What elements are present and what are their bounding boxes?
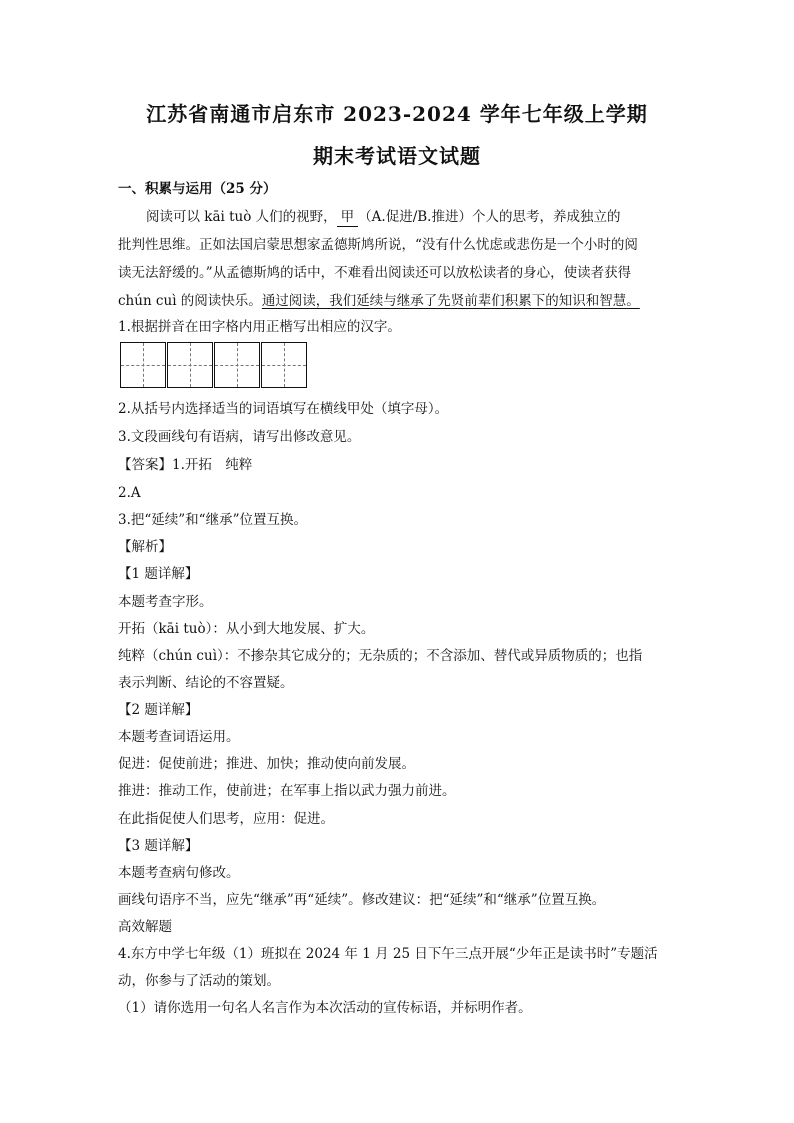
question-2: 2.从括号内选择适当的词语填写在横线甲处（填字母）。 bbox=[118, 401, 449, 417]
detail-1-heading: 【1 题详解】 bbox=[118, 566, 199, 582]
paragraph-line: 批判性思维。正如法国启蒙思想家孟德斯鸠所说，“没有什么忧虑或悲伤是一个小时的阅 bbox=[118, 237, 638, 253]
detail-line: 本题考查病句修改。 bbox=[118, 865, 240, 881]
page-subtitle: 期末考试语文试题 bbox=[313, 144, 481, 168]
answer-1: 【答案】1.开拓 纯粹 bbox=[118, 457, 253, 473]
question-4-sub-1: （1）请你选用一句名人名言作为本次活动的宣传标语，并标明作者。 bbox=[118, 1000, 532, 1016]
detail-line: 开拓（kāi tuò）：从小到大地发展、扩大。 bbox=[118, 621, 375, 637]
detail-line: 纯粹（chún cuì）：不掺杂其它成分的；无杂质的；不含添加、替代或异质物质的；也指 bbox=[118, 648, 643, 664]
paragraph-line bbox=[146, 208, 620, 227]
question-4-cont: 动，你参与了活动的策划。 bbox=[118, 973, 280, 989]
detail-line: 表示判断、结论的不容置疑。 bbox=[118, 675, 294, 691]
paragraph-line: 读无法舒缓的。”从孟德斯鸠的话中，不难看出阅读还可以放松读者的身心，使读者获得 bbox=[118, 265, 632, 281]
grid-cell bbox=[214, 342, 260, 388]
detail-line: 推进：推动工作，使前进；在军事上指以武力强力前进。 bbox=[118, 783, 456, 799]
detail-2-heading: 【2 题详解】 bbox=[118, 702, 199, 718]
detail-line: 画线句语序不当，应先“继承”再“延续”。修改建议：把“延续”和“继承”位置互换。 bbox=[118, 892, 606, 908]
detail-line: 在此指促使人们思考，应用：促进。 bbox=[118, 811, 334, 827]
detail-line: 本题考查词语运用。 bbox=[118, 729, 240, 745]
underlined-sentence: 通过阅读，我们延续与继承了先贤前辈们积累下的知识和智慧。 bbox=[261, 293, 640, 309]
grid-cell bbox=[261, 342, 307, 388]
fill-blank: 甲 bbox=[337, 208, 359, 227]
answer-3: 3.把“延续”和“继承”位置互换。 bbox=[118, 512, 307, 528]
question-4: 4.东方中学七年级（1）班拟在 2024 年 1 月 25 日下午三点开展“少年正是读书时”专题活 bbox=[118, 946, 658, 962]
paragraph-text: chún cuì 的阅读快乐。 bbox=[118, 293, 262, 309]
detail-line: 本题考查字形。 bbox=[118, 594, 213, 610]
grid-cell bbox=[167, 342, 213, 388]
detail-3-heading: 【3 题详解】 bbox=[118, 838, 199, 854]
grid-cell bbox=[120, 342, 166, 388]
answer-2: 2.A bbox=[118, 485, 141, 501]
paragraph-text: （A.促进/B.推进）个人的思考，养成独立的 bbox=[358, 209, 621, 225]
analysis-heading: 【解析】 bbox=[118, 539, 172, 555]
paragraph-text: 阅读可以 kāi tuò 人们的视野， bbox=[146, 209, 337, 225]
paragraph-line bbox=[118, 292, 640, 310]
section-heading: 一、积累与运用（25 分） bbox=[118, 181, 277, 197]
page-title: 江苏省南通市启东市 2023-2024 学年七年级上学期 bbox=[146, 102, 648, 126]
question-3: 3.文段画线句有语病，请写出修改意见。 bbox=[118, 429, 361, 445]
detail-line: 高效解题 bbox=[118, 919, 172, 935]
tianzige-grid bbox=[120, 342, 308, 388]
detail-line: 促进：促使前进；推进、加快；推动使向前发展。 bbox=[118, 756, 415, 772]
question-1: 1.根据拼音在田字格内用正楷写出相应的汉字。 bbox=[118, 319, 401, 335]
